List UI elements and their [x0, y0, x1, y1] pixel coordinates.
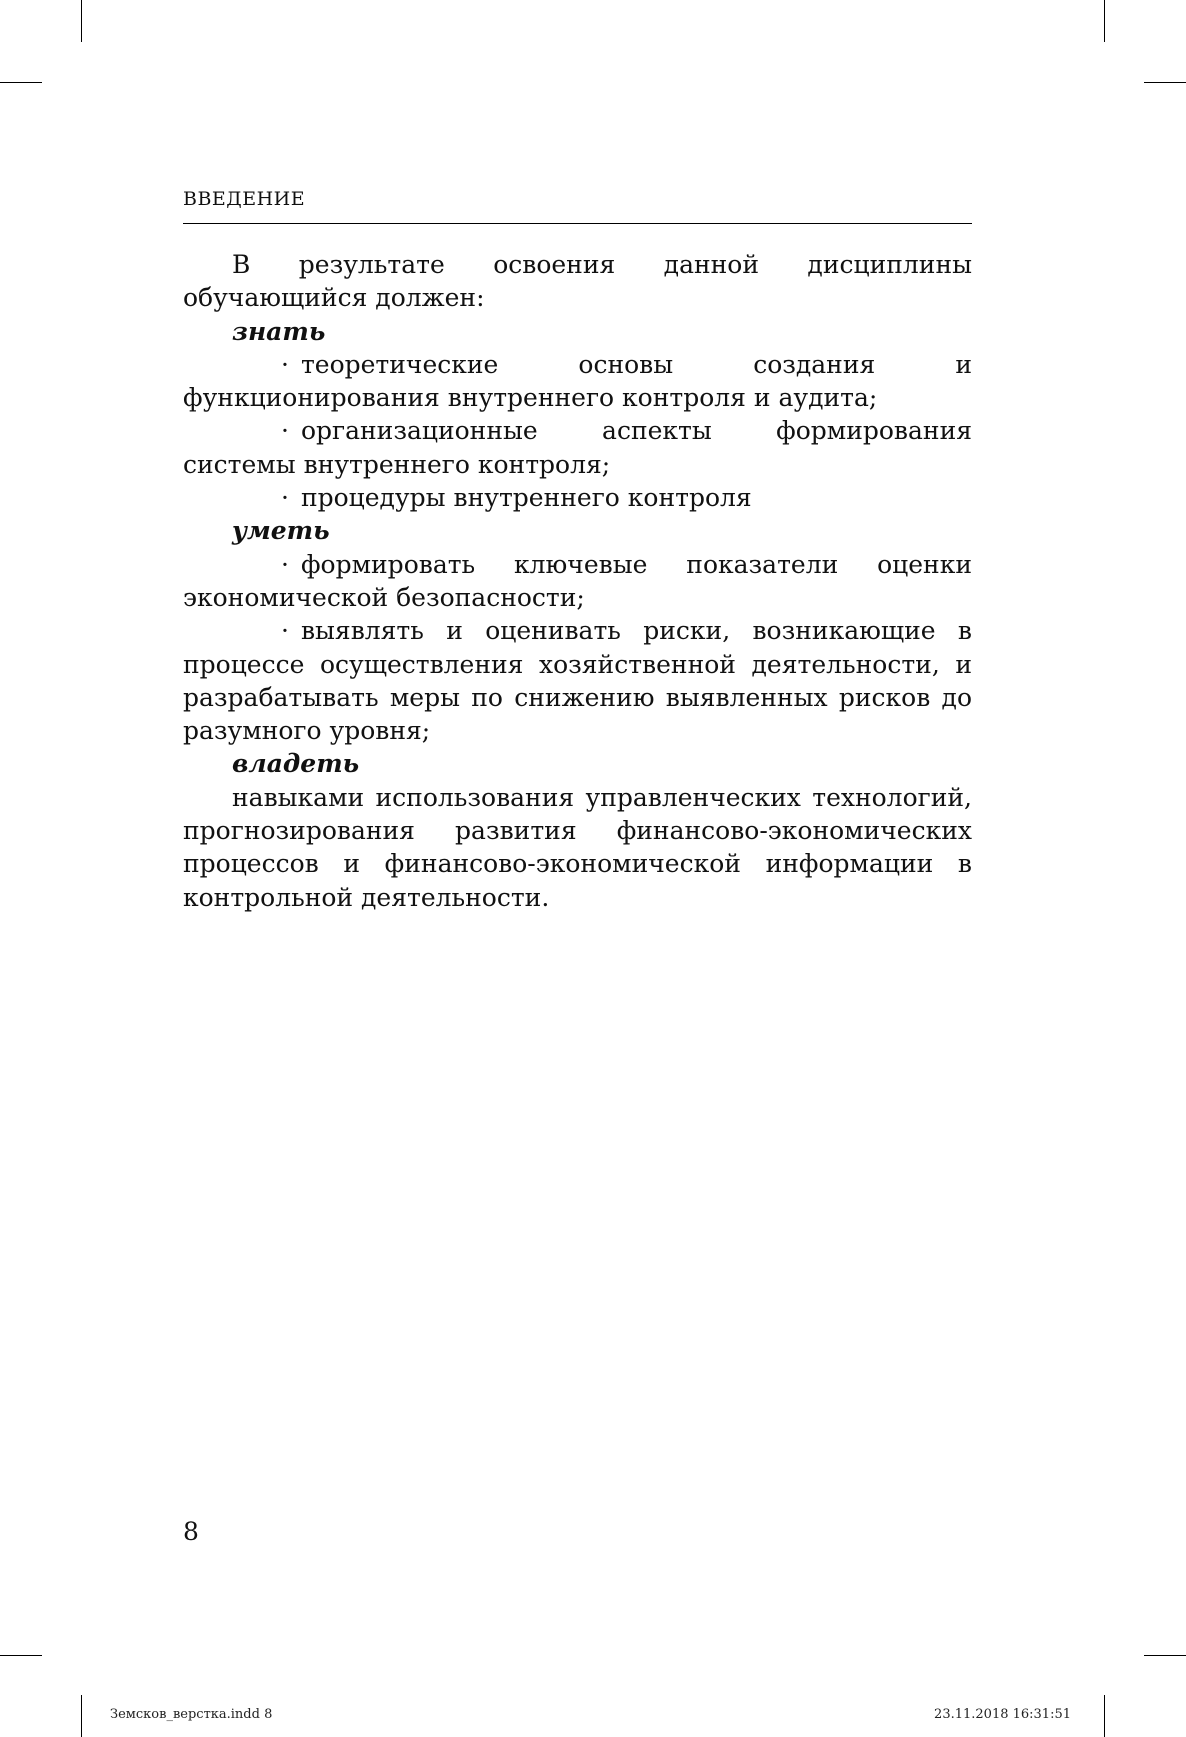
- slug-datetime: 23.11.2018 16:31:51: [934, 1707, 1071, 1722]
- page-number: 8: [183, 1517, 199, 1546]
- section-heading-master: владеть: [232, 749, 360, 779]
- list-item: · выявлять и оценивать риски, возникающие в процессе осуществления хозяйственной деятельности, и разрабатывать меры по снижению выявленных рисков до разумного уровня;: [183, 616, 972, 746]
- crop-mark: [1144, 82, 1186, 83]
- list-item: · процедуры внутреннего контроля: [183, 481, 972, 514]
- running-head: ВВЕДЕНИЕ: [183, 188, 306, 210]
- section-heading-know: знать: [232, 316, 326, 346]
- body-text: [183, 248, 972, 914]
- crop-mark: [1104, 0, 1105, 42]
- bullet-icon: ·: [281, 483, 289, 513]
- crop-mark: [0, 82, 42, 83]
- header-rule: [183, 223, 972, 224]
- list-item: · формировать ключевые показатели оценки экономической безопасности;: [183, 549, 972, 612]
- crop-mark: [81, 0, 82, 42]
- skills-paragraph: навыками использования управленческих технологий, прогнозирования развития финансово-экономических процессов и финансово-экономической информации в контрольной деятельности.: [183, 782, 972, 912]
- bullet-icon: ·: [281, 349, 289, 379]
- list-item: · теоретические основы создания и функционирования внутреннего контроля и аудита;: [183, 349, 972, 413]
- crop-mark: [1104, 1695, 1105, 1737]
- bullet-icon: ·: [281, 616, 289, 646]
- bullet-icon: ·: [281, 549, 289, 579]
- crop-mark: [1144, 1655, 1186, 1656]
- intro-paragraph: В результате освоения данной дисциплины обучающийся должен:: [183, 250, 972, 313]
- crop-mark: [0, 1655, 42, 1656]
- bullet-icon: ·: [281, 416, 289, 446]
- section-heading-can: уметь: [232, 516, 330, 546]
- crop-mark: [81, 1695, 82, 1737]
- list-item: · организационные аспекты формирования системы внутреннего контроля;: [183, 416, 972, 479]
- slug-filename: Земсков_верстка.indd 8: [110, 1707, 273, 1722]
